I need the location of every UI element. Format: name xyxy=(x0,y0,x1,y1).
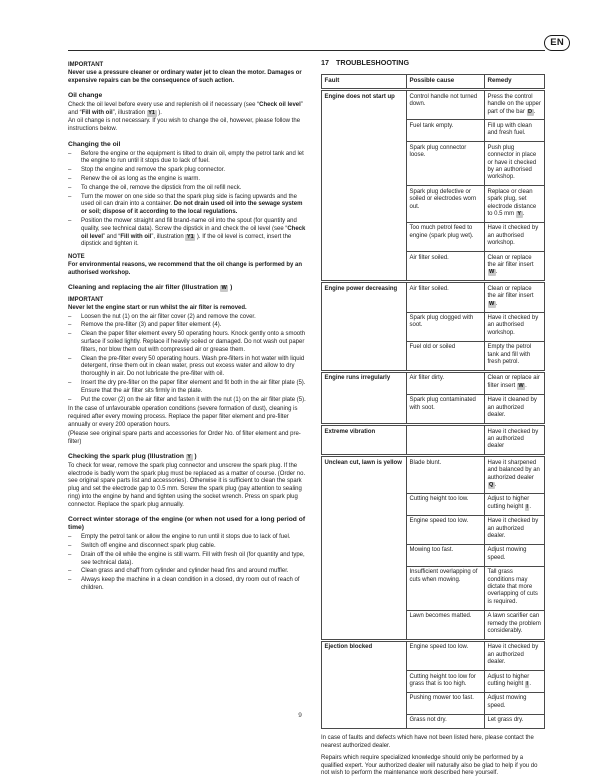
illustration-ref: Y xyxy=(517,210,522,217)
table-row xyxy=(322,456,545,494)
cause-cell: Mowing too fast. xyxy=(407,544,485,566)
illustration-ref: I xyxy=(526,503,528,510)
right-column xyxy=(321,57,545,776)
list-item xyxy=(68,167,309,175)
fault-cell: Extreme vibration xyxy=(322,425,407,456)
remedy-cell: Have it checked by an authorized dealer xyxy=(485,425,545,456)
cause-cell: Air filter dirty. xyxy=(407,371,485,394)
remedy-cell: Replace or clean spark plug, set electrode distance to 0.5 mm Y . xyxy=(485,186,545,223)
remedy-cell: Clean or replace the air filter insert W . xyxy=(485,282,545,312)
list-item-text: Clean grass and chaff from cylinder and cylinder head fins and around muffler. xyxy=(81,568,289,575)
bullet-dash: – xyxy=(68,184,72,191)
cause-cell: Blade blunt. xyxy=(407,456,485,494)
bullet-dash: – xyxy=(68,542,72,549)
fault-cell: Engine power decreasing xyxy=(322,282,407,372)
remedy-cell: Have it checked by an authorised workshop. xyxy=(485,312,545,341)
cause-cell: Air filter soiled. xyxy=(407,252,485,282)
section-title: TROUBLESHOOTING xyxy=(336,58,410,67)
list-item-text: Empty the petrol tank or allow the engine to run until it stops due to lack of fuel. xyxy=(81,534,291,541)
list-item xyxy=(68,194,309,217)
list-item-text: Drain off the oil while the engine is still warm. Fill with fresh oil (for quantity and type, see technical data). xyxy=(81,551,305,566)
remedy-cell: Let grass dry. xyxy=(485,714,545,728)
cause-cell: Control handle not turned down. xyxy=(407,90,485,120)
fault-group xyxy=(322,90,545,282)
section-heading: Oil change xyxy=(68,91,103,99)
cause-cell: Cutting height too low for grass that is too high. xyxy=(407,671,485,693)
list-item-text: Renew the oil as long as the engine is warm. xyxy=(81,175,201,182)
list-item-text: Clean the paper filter element every 50 operating hours. Knock gently onto a smooth surface if soiled lightly. Replace if heavily soiled or damaged. Do not wash out paper filters, nor blow them out with compressed air or grease them. xyxy=(81,331,306,353)
bullet-dash: – xyxy=(68,380,72,386)
cause-cell: Spark plug clogged with soot. xyxy=(407,312,485,341)
table-header-row xyxy=(322,74,545,89)
section-number: 17 xyxy=(321,58,329,67)
remedy-cell: Push plug connector in place or have it checked by an authorised workshop. xyxy=(485,142,545,186)
list-item xyxy=(68,534,309,542)
bullet-dash: – xyxy=(68,577,72,584)
cause-cell: Spark plug contaminated with soot. xyxy=(407,394,485,424)
illustration-ref: D xyxy=(528,108,533,115)
illustration-ref: I xyxy=(526,681,528,688)
remedy-cell: Clean or replace air filter insert W . xyxy=(485,371,545,394)
list-item xyxy=(68,552,309,568)
list-item-text: Insert the dry pre-filter on the paper filter element and fit both in the air filter plate (5). Ensure that the air filter sits firmly in the plate. xyxy=(81,380,306,394)
remedy-cell: Have it sharpened and balanced by an authorized dealer Q . xyxy=(485,456,545,494)
list-item-text: Loosen the nut (1) on the air filter cover (2) and remove the cover. xyxy=(81,313,256,320)
troubleshooting-table xyxy=(321,74,545,729)
table-row xyxy=(322,90,545,120)
table-row xyxy=(322,640,545,670)
bullet-dash: – xyxy=(68,167,72,174)
list-item xyxy=(68,577,309,593)
bullet-dash: – xyxy=(68,322,72,329)
illustration-ref: Y xyxy=(187,453,192,460)
fault-cell: Engine runs irregularly xyxy=(322,371,407,424)
cause-cell: Grass not dry. xyxy=(407,714,485,728)
list-item-text: To change the oil, remove the dipstick from the oil refill neck. xyxy=(81,184,242,191)
list-item xyxy=(68,151,309,167)
remedy-cell: Have it checked by an authorized dealer. xyxy=(485,515,545,544)
table-notes xyxy=(321,735,545,776)
remedy-cell: A lawn scarifier can remedy the problem considerably. xyxy=(485,610,545,640)
list-item xyxy=(68,314,309,322)
table-row xyxy=(322,425,545,456)
bullet-dash: – xyxy=(68,175,72,182)
note-paragraph: In case of faults and defects which have not been listed here, please contact the nearest authorized dealer. xyxy=(321,735,534,749)
cause-cell: Insufficient overlapping of cuts when mowing. xyxy=(407,566,485,610)
paragraph: An oil change is not necessary. If you wish to change the oil, however, please follow the instructions below. xyxy=(68,118,301,133)
header-divider xyxy=(68,50,545,51)
list-item-text: Clean the pre-filter every 50 operating hours. Wash pre-filters in hot water with liquid detergent, rinse them out in clean water, press out excess water and allow to dry thoroughly in air. Do not lubricate the pre-filter with oil. xyxy=(81,355,305,378)
list-item xyxy=(68,397,309,405)
table-row xyxy=(322,371,545,394)
fault-cell: Engine does not start up xyxy=(322,90,407,282)
cause-cell: Spark plug defective or soiled or electrodes worn out. xyxy=(407,186,485,223)
bullet-dash: – xyxy=(68,551,72,558)
illustration-ref: W xyxy=(518,382,524,389)
section-heading: Changing the oil xyxy=(68,140,121,148)
remedy-cell: Adjust mowing speed. xyxy=(485,544,545,566)
list-item-text: Position the mower straight and fill brand-name oil into the spout (for quantity and quality, see technical data). Screw the dipstick in and check the oil level (see “Check oil level” and “Fill with oil”, illustration Y1 ). If the oil level is correct, insert the dipstick and tighten it. xyxy=(81,217,306,248)
fault-group xyxy=(322,282,545,372)
list-item-text: Before the engine or the equipment is tilted to drain oil, empty the petrol tank and let the engine to run until it stops due to lack of fuel. xyxy=(81,150,304,165)
paragraph: Never use a pressure cleaner or ordinary water jet to clean the motor. Damages or expensive repairs can be the consequence of such action. xyxy=(68,69,302,84)
remedy-cell: Adjust mowing speed. xyxy=(485,692,545,714)
remedy-cell: Press the control handle on the upper part of the bar D . xyxy=(485,90,545,120)
list-item xyxy=(68,322,309,330)
cause-cell: Air filter soiled. xyxy=(407,282,485,312)
page-number: 9 xyxy=(298,712,302,719)
remedy-cell: Tall grass conditions may dictate that more overlapping of cuts is required. xyxy=(485,566,545,610)
list-item xyxy=(68,568,309,576)
fault-group xyxy=(322,371,545,424)
illustration-ref: Y1 xyxy=(148,109,156,116)
remedy-cell: Have it checked by an authorised workshop. xyxy=(485,222,545,251)
paragraph: In the case of unfavourable operation conditions (severe formation of dust), cleaning is required after every mowing process. Replace the paper filter element and pre-filter annually or every 200 operation hours. xyxy=(68,406,298,428)
cause-cell: Too much petrol feed to engine (spark plug wet). xyxy=(407,222,485,251)
remedy-cell: Have it cleaned by an authorized dealer. xyxy=(485,394,545,424)
illustration-ref: W xyxy=(489,300,495,307)
list-item xyxy=(68,176,309,184)
cause-cell: Pushing mower too fast. xyxy=(407,692,485,714)
list-item xyxy=(68,331,309,354)
list-item-text: Remove the pre-filter (3) and paper filter element (4). xyxy=(81,322,222,329)
list-item xyxy=(68,380,309,396)
remedy-cell: Fill up with clean and fresh fuel. xyxy=(485,120,545,142)
fault-cell: Unclean cut, lawn is yellow xyxy=(322,456,407,641)
remedy-cell: Have it checked by an authorized dealer. xyxy=(485,640,545,670)
list-item-text: Put the cover (2) on the air filter and fasten it with the nut (1) on the air filter plate (5). xyxy=(81,396,306,403)
left-column xyxy=(68,57,309,594)
bullet-dash: – xyxy=(68,396,72,403)
remedy-cell: Adjust to higher cutting height I . xyxy=(485,493,545,515)
cause-cell: Spark plug connector loose. xyxy=(407,142,485,186)
bullet-dash: – xyxy=(68,331,72,338)
bullet-dash: – xyxy=(68,150,72,157)
bullet-dash: – xyxy=(68,568,72,575)
fault-cell: Ejection blocked xyxy=(322,640,407,728)
cause-cell: Fuel old or soiled xyxy=(407,341,485,371)
bullet-dash: – xyxy=(68,217,72,224)
illustration-ref: Q xyxy=(489,481,494,488)
col-header-cause: Possible cause xyxy=(407,74,485,89)
bullet-dash: – xyxy=(68,193,72,200)
cause-cell: Engine speed too low. xyxy=(407,640,485,670)
list-item-text: Turn the mower on one side so that the spark plug side is facing upwards and the used oil can drain into a container. Do not drain used oil into the sewage system or soil; dispose of it according to the local regulations. xyxy=(81,193,303,216)
fault-group xyxy=(322,425,545,456)
paragraph: Check the oil level before every use and replenish oil if necessary (see “Check oil level” and “Fill with oil”, illustration Y1 ). xyxy=(68,101,303,116)
section-heading: Cleaning and replacing the air filter (Illustration W ) xyxy=(68,284,233,292)
cause-cell: Lawn becomes matted. xyxy=(407,610,485,640)
paragraph: (Please see original spare parts and accessories for Order No. of filter element and pre-filter) xyxy=(68,430,301,445)
emphasis-label: IMPORTANT xyxy=(68,297,104,304)
list-item xyxy=(68,356,309,379)
bullet-dash: – xyxy=(68,534,72,541)
table-row xyxy=(322,282,545,312)
col-header-fault: Fault xyxy=(322,74,407,89)
list-item xyxy=(68,543,309,551)
paragraph: Never let the engine start or run whilst the air filter is removed. xyxy=(68,304,247,311)
section-heading: Correct winter storage of the engine (or when not used for a long period of time) xyxy=(68,516,306,532)
cause-cell xyxy=(407,425,485,456)
section-heading: Checking the spark plug (Illustration Y ) xyxy=(68,452,197,460)
note-paragraph: Repairs which require specialized knowledge should only be performed by a qualified expert. Your authorized dealer will naturally also be glad to help if you do not wish to perform the maintenance work described here yourself. xyxy=(321,754,538,776)
troubleshooting-heading xyxy=(321,59,545,67)
remedy-cell: Empty the petrol tank and fill with fresh petrol. xyxy=(485,341,545,371)
bullet-dash: – xyxy=(68,313,72,320)
bullet-dash: – xyxy=(68,355,72,362)
remedy-cell: Adjust to higher cutting height I . xyxy=(485,671,545,693)
illustration-ref: Y1 xyxy=(186,233,194,240)
remedy-cell: Clean or replace the air filter insert W . xyxy=(485,252,545,282)
language-badge: EN xyxy=(544,35,570,51)
list-item xyxy=(68,218,309,249)
paragraph: To check for wear, remove the spark plug connector and unscrew the spark plug. If the electrode is badly worn the spark plug must be replaced as a matter of course. (Order no. see original spare parts list and accessories). Otherwise it is sufficient to clean the spark plug and set the electrode gap to 0.5 mm. Screw the spark plug (pay attention to sealing ring) into the engine by hand and tighten using the socket wrench. Press on spark plug connector. Replace the spark plug annually. xyxy=(68,462,306,508)
illustration-ref: W xyxy=(489,269,495,276)
paragraph: For environmental reasons, we recommend that the oil change is performed by an authorised workshop. xyxy=(68,261,303,276)
cause-cell: Fuel tank empty. xyxy=(407,120,485,142)
list-item xyxy=(68,185,309,193)
col-header-remedy: Remedy xyxy=(485,74,545,89)
emphasis-label: IMPORTANT xyxy=(68,62,104,68)
list-item-text: Always keep the machine in a clean condition in a closed, dry room out of reach of children. xyxy=(81,577,300,591)
cause-cell: Engine speed too low. xyxy=(407,515,485,544)
emphasis-label: NOTE xyxy=(68,254,85,261)
fault-group xyxy=(322,456,545,641)
list-item-text: Stop the engine and remove the spark plug connector. xyxy=(81,167,226,174)
illustration-ref: W xyxy=(221,285,227,292)
cause-cell: Cutting height too low. xyxy=(407,493,485,515)
list-item-text: Switch off engine and disconnect spark plug cable. xyxy=(81,542,216,549)
